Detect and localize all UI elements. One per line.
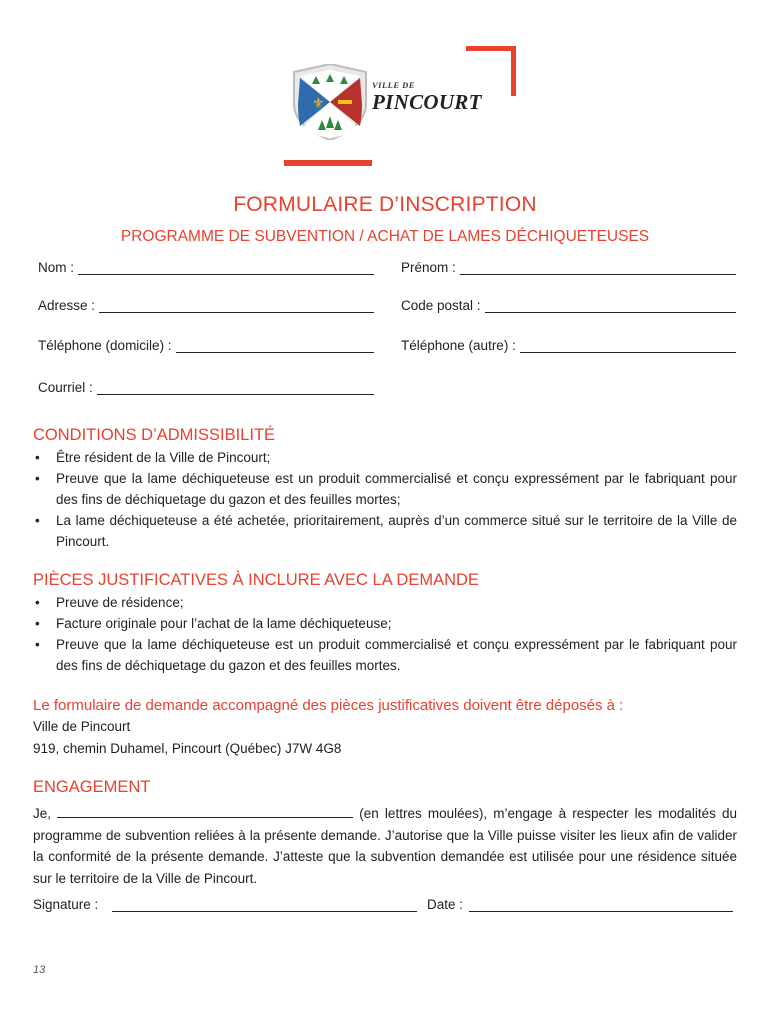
adresse-line[interactable]: [99, 298, 374, 313]
tel-domicile-field[interactable]: [38, 338, 374, 353]
header-accent-bar: [284, 160, 372, 166]
code-postal-line[interactable]: [485, 298, 736, 313]
tel-domicile-line[interactable]: [176, 338, 374, 353]
courriel-line[interactable]: [97, 380, 374, 395]
signature-label: Signature :: [33, 897, 99, 912]
signature-field[interactable]: [33, 897, 417, 912]
date-line[interactable]: [469, 897, 733, 912]
nom-field[interactable]: [38, 260, 374, 275]
depot-address: 919, chemin Duhamel, Pincourt (Québec) J7W 4G8: [33, 740, 342, 756]
conditions-item: • La lame déchiqueteuse a été achetée, prioritairement, auprès d’un commerce situé sur le territoire de la Ville de Pincourt.: [33, 510, 737, 552]
adresse-label: Adresse :: [38, 298, 96, 313]
code-postal-label: Code postal :: [401, 298, 481, 313]
form-subtitle: PROGRAMME DE SUBVENTION / ACHAT DE LAMES DÉCHIQUETEUSES: [120, 228, 650, 245]
prenom-label: Prénom :: [401, 260, 456, 275]
engagement-paragraph: [33, 803, 737, 889]
code-postal-field[interactable]: [401, 298, 736, 313]
engagement-section: [33, 778, 737, 889]
logo-line2: PINCOURT: [372, 90, 482, 114]
pieces-item: • Facture originale pour l’achat de la lame déchiqueteuse;: [33, 613, 737, 634]
corner-decoration-horizontal: [466, 46, 516, 51]
conditions-section: [33, 426, 737, 552]
engagement-heading: ENGAGEMENT: [33, 778, 151, 796]
adresse-field[interactable]: [38, 298, 374, 313]
engagement-je: Je,: [33, 806, 52, 821]
pincourt-shield-icon: [290, 64, 370, 140]
signature-line[interactable]: [112, 897, 417, 912]
pieces-item: • Preuve que la lame déchiqueteuse est un produit commercialisé et conçu expressément par le fabriquant pour des fins de déchiquetage du gazon et des feuilles mortes.: [33, 634, 737, 676]
depot-section: [33, 697, 743, 759]
tel-autre-field[interactable]: [401, 338, 736, 353]
tel-autre-label: Téléphone (autre) :: [401, 338, 516, 353]
conditions-heading: CONDITIONS D’ADMISSIBILITÉ: [33, 426, 276, 444]
pieces-item: • Preuve de résidence;: [33, 592, 737, 613]
pieces-list: [33, 592, 737, 676]
ville-de-pincourt-logo: [290, 64, 486, 140]
depot-heading: Le formulaire de demande accompagné des pièces justificatives doivent être déposés à :: [33, 697, 624, 714]
nom-label: Nom :: [38, 260, 75, 275]
date-field[interactable]: [427, 897, 733, 912]
form-title: FORMULAIRE D’INSCRIPTION: [233, 193, 537, 216]
prenom-line[interactable]: [460, 260, 736, 275]
tel-autre-line[interactable]: [520, 338, 736, 353]
courriel-field[interactable]: [38, 380, 374, 395]
prenom-field[interactable]: [401, 260, 736, 275]
conditions-item: • Être résident de la Ville de Pincourt;: [33, 447, 737, 468]
pieces-heading: PIÈCES JUSTIFICATIVES À INCLURE AVEC LA DEMANDE: [33, 571, 479, 589]
svg-text:⚜: ⚜: [312, 96, 325, 112]
nom-line[interactable]: [78, 260, 374, 275]
tel-domicile-label: Téléphone (domicile) :: [38, 338, 172, 353]
courriel-label: Courriel :: [38, 380, 93, 395]
page-number: 13: [33, 964, 46, 976]
depot-line1: Ville de Pincourt: [33, 719, 131, 734]
conditions-item: • Preuve que la lame déchiqueteuse est un produit commercialisé et conçu expressément par le fabriquant pour des fins de déchiquetage du gazon et des feuilles mortes;: [33, 468, 737, 510]
date-label: Date :: [427, 897, 464, 912]
nom-lettres-moulees-line[interactable]: [57, 804, 353, 818]
corner-decoration-vertical: [511, 46, 516, 96]
engagement-text: (en lettres moulées), m’engage à respecter les modalités du programme de subvention reliées à la présente demande. J’autorise que la Ville puisse visiter les lieux afin de valider la conformité de la présente demande. J’atteste que la subvention demandée est utilisée pour une résidence située sur le territoire de la Ville de Pincourt.: [33, 806, 737, 886]
conditions-list: [33, 447, 737, 552]
logo-line1: VILLE DE: [372, 80, 415, 90]
pieces-section: [33, 571, 737, 676]
